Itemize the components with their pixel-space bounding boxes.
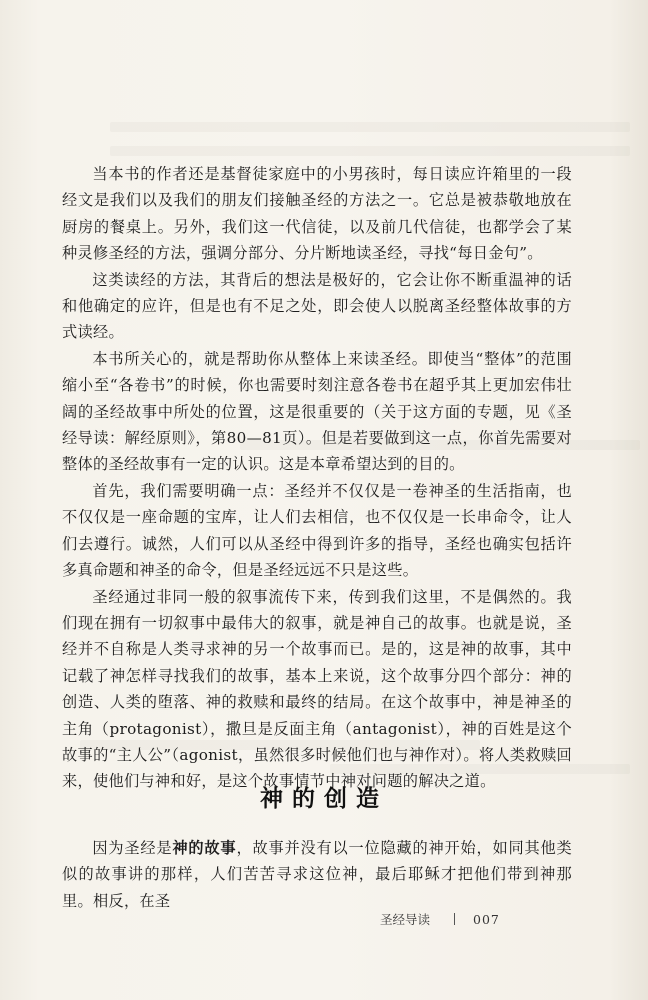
paragraph: 圣经通过非同一般的叙事流传下来，传到我们这里，不是偶然的。我们现在拥有一切叙事中最伟大的叙事，就是神自己的故事。也就是说，圣经并不自称是人类寻求神的另一个故事而已。是的，这是神的故事，其中记载了神怎样寻找我们的故事，基本上来说，这个故事分四个部分：神的创造、人类的堕落、神的救赎和最终的结局。在这个故事中，神是神圣的主角（protagonist），撒旦是反面主角（antagonist），神的百姓是这个故事的“主人公”（agonist，虽然很多时候他们也与神作对）。将人类救赎回来，使他们与神和好，是这个故事情节中神对问题的解决之道。: [62, 587, 572, 791]
footer-divider: [454, 913, 455, 925]
bleed-through: [110, 122, 630, 132]
bleed-through: [110, 146, 630, 156]
body-text: [62, 161, 572, 795]
page-footer: [380, 910, 580, 928]
paragraph: 首先，我们需要明确一点：圣经并不仅仅是一卷神圣的生活指南，也不仅仅是一座命题的宝库，让人们去相信，也不仅仅是一长串命令，让人们去遵行。诚然，人们可以从圣经中得到许多的指导，圣经也确实包括许多真命题和神圣的命令，但是圣经远远不只是这些。: [62, 481, 572, 580]
paragraph-text: 因为圣经是: [92, 839, 173, 857]
running-title: 圣经导读: [380, 912, 431, 927]
paragraph: 这类读经的方法，其背后的想法是极好的，它会让你不断重温神的话和他确定的应许，但是也有不足之处，即会使人以脱离圣经整体故事的方式读经。: [62, 270, 572, 342]
paragraph: 本书所关心的，就是帮助你从整体上来读圣经。即使当“整体”的范围缩小至“各卷书”的时候，你也需要时刻注意各卷书在超乎其上更加宏伟壮阔的圣经故事中所处的位置，这是很重要的（关于这方面的专题，见《圣经导读：解经原则》，第80—81页）。但是若要做到这一点，你首先需要对整体的圣经故事有一定的认识。这是本章希望达到的目的。: [62, 349, 572, 474]
page-number: 007: [473, 912, 500, 927]
paragraph: 当本书的作者还是基督徒家庭中的小男孩时，每日读应许箱里的一段经文是我们以及我们的朋友们接触圣经的方法之一。它总是被恭敬地放在厨房的餐桌上。另外，我们这一代信徒，以及前几代信徒，也都学会了某种灵修圣经的方法，强调分部分、分片断地读圣经，寻找“每日金句”。: [62, 165, 572, 263]
paragraph: [62, 835, 572, 914]
emphasized-text: 神的故事: [172, 839, 237, 857]
paragraph-text: ，故事并没有以一位隐藏的神开始，如同其他类似的故事讲的那样，人们苦苦寻求这位神，最后耶稣才把他们带到神那里。相反，在圣: [62, 839, 572, 910]
section-heading: 神的创造: [260, 786, 388, 812]
